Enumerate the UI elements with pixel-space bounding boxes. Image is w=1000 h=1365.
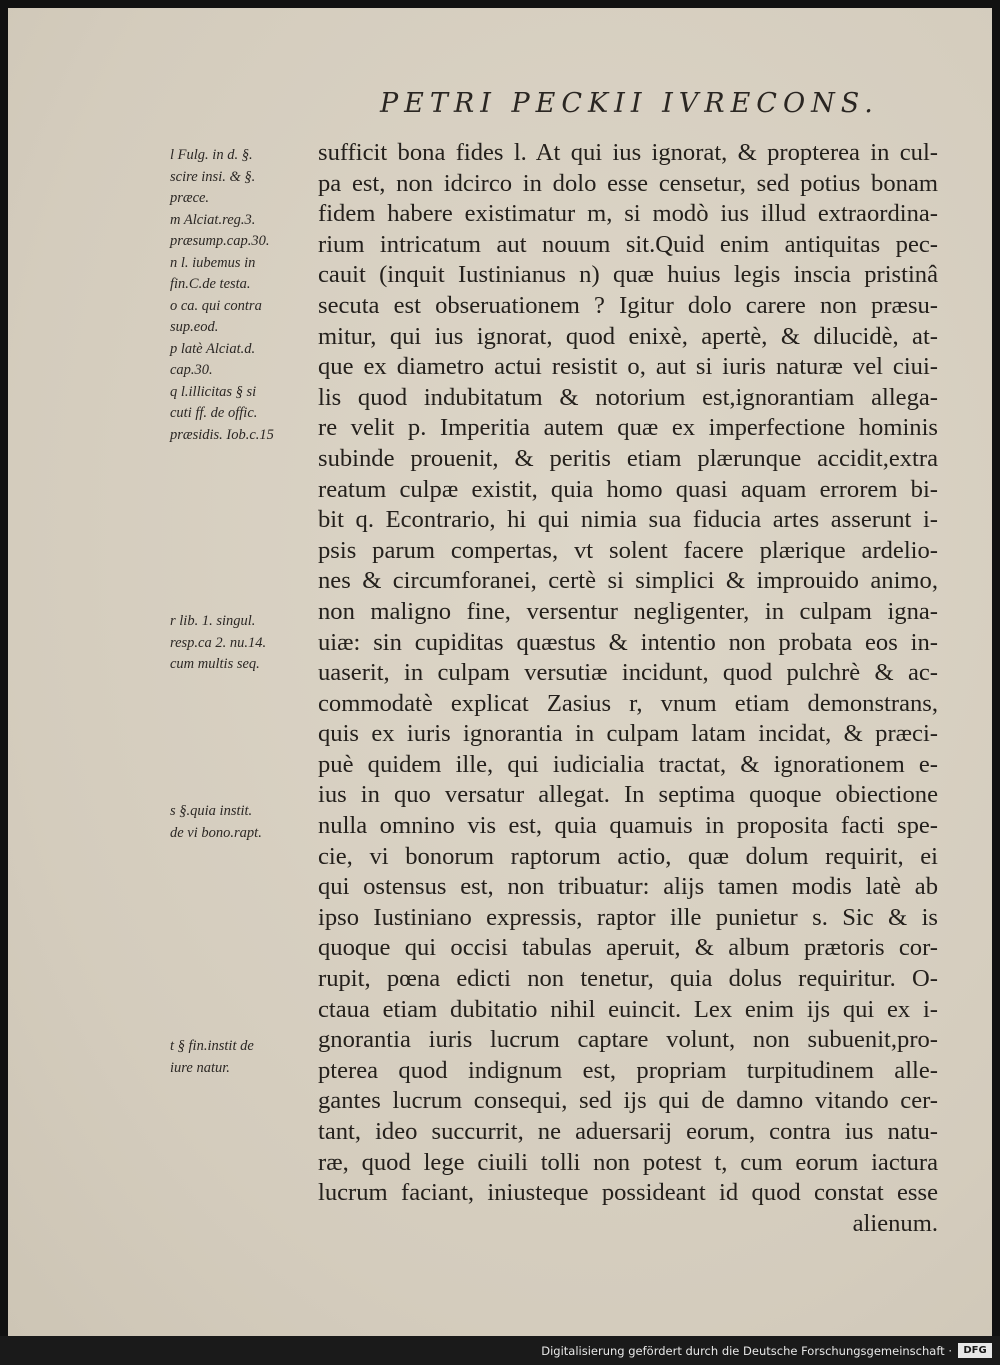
text-line: que ex diametro actui resistit o, aut si iuris naturæ vel ciui-: [318, 353, 938, 381]
text-line: non maligno fine, versentur negligenter, in culpam igna-: [318, 597, 938, 625]
text-line: ius in quo versatur allegat. In septima quoque obiectione: [318, 781, 938, 809]
text-line: tant, ideo succurrit, ne aduersarij eorum, contra ius natu-: [318, 1118, 938, 1145]
margin-note-line: scire insi. & §.: [170, 168, 256, 185]
text-line: fidem habere existimatur m, si modò ius illud extraordina-: [318, 200, 938, 228]
text-line: secuta est obseruationem ? Igitur dolo carere non præsu-: [318, 291, 938, 319]
text-line: gantes lucrum consequi, sed ijs qui de damno vitando cer-: [318, 1087, 938, 1115]
margin-note-line: iure natur.: [170, 1059, 230, 1076]
margin-notes-group-3: [170, 801, 320, 844]
text-line: cauit (inquit Iustinianus n) quæ huius legis inscia pristinâ: [318, 261, 938, 289]
text-line: ctaua etiam dubitatio nihil euincit. Lex enim ijs qui ex i-: [318, 995, 938, 1023]
text-line: nes & circumforanei, certè si simplici & improuido animo,: [318, 567, 938, 595]
book-page: [8, 8, 992, 1336]
margin-note-line: q l.illicitas § si: [170, 383, 257, 400]
margin-notes-group-1: [170, 145, 320, 446]
text-line: commodatè explicat Zasius r, vnum etiam demonstrans,: [318, 689, 938, 717]
text-line: uiæ: sin cupiditas quæstus & intentio non probata eos in-: [318, 628, 938, 656]
margin-note-line: r lib. 1. singul.: [170, 613, 256, 629]
dfg-logo-icon: DFG: [958, 1343, 992, 1358]
text-line: pterea quod indignum est, propriam turpitudinem alle-: [318, 1056, 938, 1084]
text-line: quis ex iuris ignorantia in culpam latam incidat, & præci-: [318, 720, 938, 748]
text-line: lis quod indubitatum & notorium est,ignorantiam allega-: [318, 383, 938, 411]
text-line: psis parum compertas, vt solent facere plærique ardelio-: [318, 536, 938, 564]
text-line: rium intricatum aut nouum sit.Quid enim antiquitas pec-: [318, 230, 938, 258]
margin-note-line: o ca. qui contra: [170, 297, 262, 314]
text-line: sufficit bona fides l. At qui ius ignorat, & propterea in cul-: [318, 139, 938, 166]
text-line: reatum culpæ existit, quia homo quasi aquam errorem bi-: [318, 475, 938, 503]
margin-note-line: cuti ff. de offic.: [170, 405, 258, 421]
text-line: quoque qui occisi tabulas aperuit, & album prætoris cor-: [318, 934, 938, 962]
text-line: rupit, pœna edicti non tenetur, quia dolus requiritur. O-: [318, 965, 938, 993]
margin-note-line: resp.ca 2. nu.14.: [170, 634, 267, 651]
margin-note-line: l Fulg. in d. §.: [170, 147, 253, 163]
margin-note-line: præsidis. Iob.c.15: [170, 426, 274, 443]
text-line: uaserit, in culpam versutiæ incidunt, quod pulchrè & ac-: [318, 659, 938, 687]
text-line: mitur, qui ius ignorat, quod enixè, apertè, & dilucidè, at-: [318, 322, 938, 350]
text-line: alienum.: [852, 1209, 938, 1237]
text-line: pa est, non idcirco in dolo esse censetur, sed potius bonam: [318, 169, 938, 197]
margin-note-line: de vi bono.rapt.: [170, 824, 262, 841]
text-line: nulla omnino vis est, quia quamuis in proposita facti spe-: [318, 812, 938, 840]
margin-note-line: p latè Alciat.d.: [170, 340, 256, 357]
margin-note-line: cap.30.: [170, 362, 213, 378]
text-line: ipso Iustiniano expressis, raptor ille punietur s. Sic & is: [318, 903, 938, 931]
digitization-footer: [0, 1336, 1000, 1365]
text-line: cie, vi bonorum raptorum actio, quæ dolum requirit, ei: [318, 842, 938, 870]
text-line: qui ostensus est, non tribuatur: alijs tamen modis latè ab: [318, 873, 938, 901]
margin-notes-group-4: [170, 1036, 320, 1079]
margin-note-line: t § fin.instit de: [170, 1038, 254, 1054]
text-line: gnorantia iuris lucrum captare volunt, non subuenit,pro-: [318, 1026, 938, 1054]
text-line: puè quidem ille, qui iudicialia tractat, & ignorationem e-: [318, 750, 938, 778]
text-line: re velit p. Imperitia autem quæ ex imperfectione hominis: [318, 414, 938, 442]
text-line: lucrum faciant, iniusteque possideant id quod constat esse: [318, 1179, 938, 1207]
margin-note-line: sup.eod.: [170, 319, 219, 335]
text-line: ræ, quod lege ciuili tolli non potest t, cum eorum iactura: [318, 1148, 938, 1176]
funding-credit: Digitalisierung gefördert durch die Deutsche Forschungsgemeinschaft ·: [541, 1344, 952, 1358]
main-text-block: [318, 138, 938, 1239]
margin-note-line: n l. iubemus in: [170, 254, 256, 271]
text-line: subinde prouenit, & peritis etiam plærunque accidit,extra: [318, 444, 938, 472]
margin-note-line: præce.: [170, 190, 210, 206]
margin-note-line: s §.quia instit.: [170, 803, 253, 819]
text-line: bit q. Econtrario, hi qui nimia sua fiducia artes asserunt i-: [318, 506, 938, 534]
margin-note-line: cum multis seq.: [170, 656, 260, 672]
running-header: PETRI PECKII IVRECONS.: [380, 88, 879, 119]
margin-notes-group-2: [170, 611, 320, 676]
margin-note-line: m Alciat.reg.3.: [170, 211, 256, 228]
margin-note-line: fin.C.de testa.: [170, 276, 251, 292]
margin-note-line: præsump.cap.30.: [170, 233, 270, 249]
